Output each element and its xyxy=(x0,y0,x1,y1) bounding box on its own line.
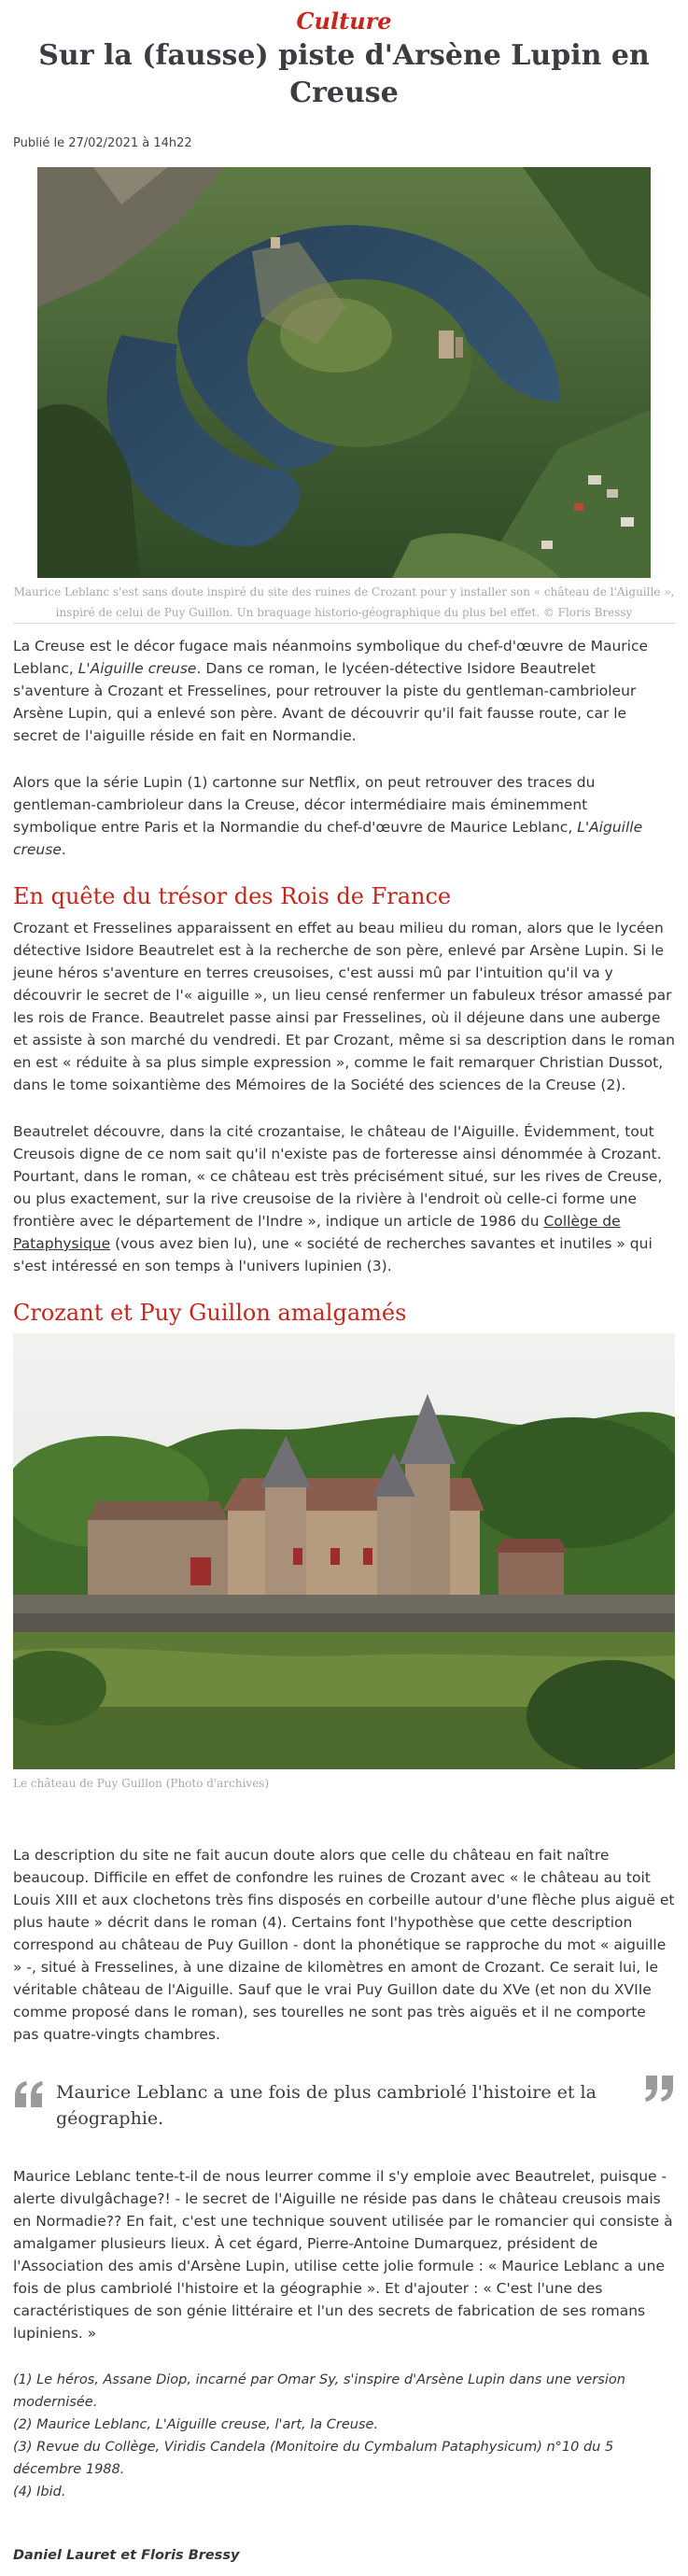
intro-paragraph-1: La Creuse est le décor fugace mais néanmoins symbolique du chef-d'œuvre de Maurice Leblanc, L'Aiguille creuse. Dans ce roman, le lycéen-détective Isidore Beautrelet s'aventure à Crozant et Fresselines, pour retrouver la piste du gentleman-cambrioleur Arsène Lupin, qui a enlevé son père. Avant de découvrir qu'il fait fausse route, car le secret de l'aiguille réside en fait en Normandie. xyxy=(13,638,649,744)
section-title-treasure: En quête du trésor des Rois de France xyxy=(13,883,452,909)
rubrique-label[interactable]: Culture xyxy=(296,7,392,35)
section2-paragraph-1: La description du site ne fait aucun doute alors que celle du château en fait naître beaucoup. Difficile en effet de confondre les ruines de Crozant avec « le château au toit Louis XIII et aux clochetons très fins disposés en corbeille autour d'une flèche plus aiguë et plus haute » décrit dans le roman (4). Certains font l'hypothèse que cette description correspond au château de Puy Guillon - dont la phonétique se rapproche du mot « aiguille » -, situé à Fresselines, à une dizaine de kilomètres en amont de Crozant. Ce serait lui, le véritable château de l'Aiguille. Sauf que le vrai Puy Guillon date du XVe (et non du XVIIe comme proposé dans le roman), ses tourelles ne sont pas très aiguës et il ne comporte pas quatre-vingts chambres. xyxy=(13,1847,675,2043)
pull-quote-text: Maurice Leblanc a une fois de plus cambriolé l'histoire et la géographie. xyxy=(56,2082,597,2129)
footnote: (1) Le héros, Assane Diop, incarné par Omar Sy, s'inspire d'Arsène Lupin dans une version modernisée. xyxy=(13,2372,625,2410)
crozant-landscape-photo xyxy=(37,167,651,578)
hero-image[interactable] xyxy=(37,167,651,578)
close-quote-icon xyxy=(643,2076,675,2102)
pull-quote xyxy=(13,2079,675,2132)
puy-guillon-castle-photo xyxy=(13,1333,675,1769)
section2-paragraph-2: Maurice Leblanc tente-t-il de nous leurrer comme il s'y emploie avec Beautrelet, puisque - alerte divulgâchage?! - le secret de l'Aiguille ne réside pas dans le château creusois mais en Normadie?? En fait, c'est une technique souvent utilisée par le romancier qui consiste à amalgamer plusieurs lieux. À cet égard, Pierre-Antoine Dumarquez, président de l'Association des amis d'Arsène Lupin, utilise cette jolie formule : « Maurice Leblanc a une fois de plus cambriolé l'histoire et la géographie ». Et d'ajouter : « C'est l'une des caractéristiques de son génie littéraire et l'un des secrets de fabrication de ses romans lupiniens. » xyxy=(13,2168,673,2342)
article-title: Sur la (fausse) piste d'Arsène Lupin en Creuse xyxy=(38,39,650,109)
article-authors: Daniel Lauret et Floris Bressy xyxy=(13,2548,240,2563)
publish-date: Publié le 27/02/2021 à 14h22 xyxy=(13,136,192,150)
section-title-crozant-puy-guillon: Crozant et Puy Guillon amalgamés xyxy=(13,1300,407,1326)
footnote: (4) Ibid. xyxy=(13,2485,66,2499)
section1-paragraph-2: Beautrelet découvre, dans la cité crozantaise, le château de l'Aiguille. Évidemment, tout Creusois digne de ce nom sait qu'il n'existe pas de forteresse ainsi dénommée à Crozant. Pourtant, dans le roman, « ce château est très précisément situé, sur les rives de Creuse, ou plus exactement, sur la rive creusoise de la rivière à l'endroit où celle-ci forme une frontière avec le département de l'Indre », indique un article de 1986 du Collège de Pataphysique (vous avez bien lu), une « société de recherches savantes et inutiles » qui s'est intéressé en son temps à l'univers lupinien (3). xyxy=(13,1123,663,1274)
college-pataphysique-link[interactable]: Collège de Pataphysique xyxy=(13,1213,621,1252)
hero-caption: Maurice Leblanc s'est sans doute inspiré du site des ruines de Crozant pour y installer son « château de l'Aiguille », inspiré de celui de Puy Guillon. Un braquage historio-géographique du plus bel effet. © Floris Bressy xyxy=(13,578,675,624)
intro-paragraph-2: Alors que la série Lupin (1) cartonne sur Netflix, on peut retrouver des traces du gentleman-cambrioleur dans la Creuse, décor intermédiaire mais éminemment symbolique entre Paris et la Normandie du chef-d'œuvre de Maurice Leblanc, L'Aiguille creuse. xyxy=(13,774,643,858)
open-quote-icon xyxy=(13,2081,45,2107)
footnotes xyxy=(13,2369,675,2503)
puy-guillon-image[interactable] xyxy=(13,1333,675,1769)
footnote: (3) Revue du Collège, Viridis Candela (Monitoire du Cymbalum Pataphysicum) n°10 du 5 décembre 1988. xyxy=(13,2440,614,2477)
puy-guillon-caption: Le château de Puy Guillon (Photo d'archives) xyxy=(13,1777,270,1790)
section1-paragraph-1: Crozant et Fresselines apparaissent en effet au beau milieu du roman, alors que le lycéen détective Isidore Beautrelet est à la recherche de son père, enlevé par Arsène Lupin. Si le jeune héros s'aventure en terres creusoises, c'est aussi mû par l'intuition qu'il va y découvrir le secret de l'« aiguille », un lieu censé renfermer un fabuleux trésor amassé par les rois de France. Beautrelet passe ainsi par Fresselines, où il déjeune dans une auberge et assiste à son marché du vendredi. Et par Crozant, même si sa description dans le roman en est « réduite à sa plus simple expression », comme le fait remarquer Christian Dussot, dans le tome soixantième des Mémoires de la Société des sciences de la Creuse (2). xyxy=(13,920,675,1093)
footnote: (2) Maurice Leblanc, L'Aiguille creuse, l'art, la Creuse. xyxy=(13,2417,379,2432)
